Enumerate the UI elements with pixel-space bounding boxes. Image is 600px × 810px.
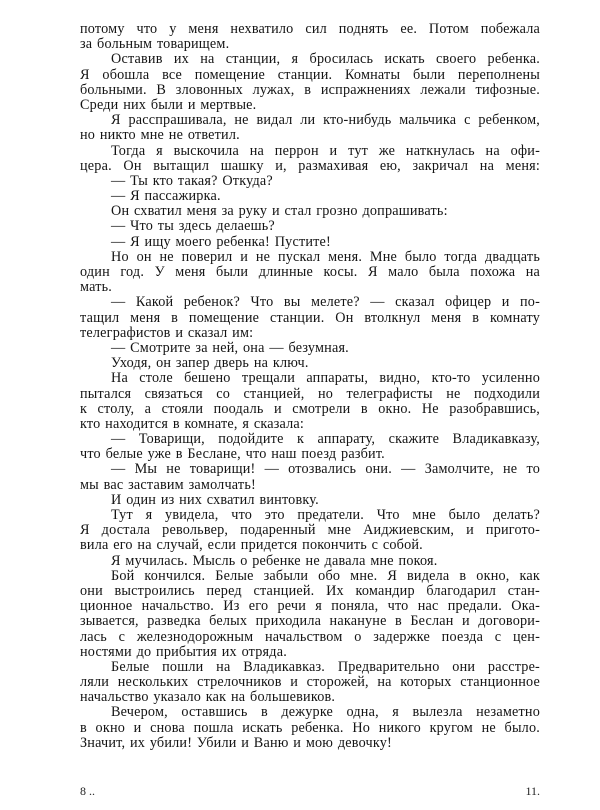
- text-line: потому что у меня нехватило сил поднять ее. Потом побежала: [80, 21, 540, 37]
- text-line: Я расспрашивала, не видал ли кто-нибудь мальчика с ребенком,: [111, 112, 540, 129]
- text-line: ностями до прибытия их отряда.: [80, 643, 287, 660]
- text-line: тащил меня в помещение станции. Он втолкнул меня в комнату: [80, 309, 540, 326]
- text-line: зывается, разведка белых приходила накануне в Беслан и договори-: [80, 613, 540, 630]
- text-line: Среди них были и мертвые.: [80, 96, 257, 113]
- text-line: Белые пошли на Владикавказ. Предварительно они расстре-: [111, 658, 540, 675]
- text-line: Я достала револьвер, подаренный мне Аиджиевским, и пригото-: [80, 522, 540, 539]
- text-line: телеграфистов и сказал им:: [80, 324, 254, 341]
- text-line: они выстроились перед станцией. Их командир благодарил стан-: [80, 582, 540, 599]
- text-line: один год. У меня были длинные косы. Я мало была похожа на: [80, 264, 540, 280]
- text-line: Но он не поверил и не пускал меня. Мне было тогда двадцать: [111, 248, 540, 265]
- text-line: пытался связаться со станцией, но телеграфисты не подходили: [80, 385, 540, 402]
- text-line: Оставив их на станции, я бросилась искать своего ребенка.: [111, 51, 540, 68]
- text-line: вила его на случай, если придется покончить с собой.: [80, 537, 423, 554]
- text-line: за больным товарищем.: [80, 36, 230, 53]
- text-line: — Я пассажирка.: [111, 188, 221, 205]
- text-line: Тут я увидела, что это предатели. Что мне было делать?: [111, 507, 540, 523]
- text-line: — Какой ребенок? Что вы мелете? — сказал офицер и по-: [111, 294, 540, 311]
- text-line: что белые уже в Беслане, что наш поезд разбит.: [80, 446, 385, 463]
- text-line: Он схватил меня за руку и стал грозно допрашивать:: [111, 203, 448, 220]
- text-line: Я обошла все помещение станции. Комнаты были переполнены: [80, 66, 540, 83]
- text-line: Бой кончился. Белые забыли обо мне. Я видела в окно, как: [111, 567, 540, 584]
- text-line: к столу, а стояли поодаль и смотрели в окно. Не разобравшись,: [80, 400, 540, 417]
- text-line: кто находится в комнате, я сказала:: [80, 415, 305, 432]
- text-line: Я мучилась. Мысль о ребенке не давала мне покоя.: [111, 552, 438, 569]
- text-line: И один из них схватил винтовку.: [111, 491, 319, 508]
- text-line: — Ты кто такая? Откуда?: [111, 172, 273, 189]
- text-line: — Я ищу моего ребенка! Пустите!: [111, 233, 331, 250]
- text-line: Уходя, он запер дверь на ключ.: [111, 355, 309, 372]
- text-line: но никто мне не ответил.: [80, 127, 240, 144]
- text-line: Вечером, оставшись в дежурке одна, я вылезла незаметно: [111, 704, 540, 721]
- text-line: ционное начальство. Из его речи я поняла, что нас предали. Ока-: [80, 598, 540, 615]
- text-line: начальство указало как на большевиков.: [80, 689, 336, 706]
- text-line: — Что ты здесь делаешь?: [111, 218, 275, 235]
- signature-mark: 8 ..: [80, 784, 95, 798]
- text-line: лась с железнодорожным начальством о задержке поезда с цен-: [80, 628, 540, 645]
- text-line: ляли нескольких стрелочников и сторожей, на которых станционное: [80, 674, 540, 691]
- text-line: — Мы не товарищи! — отозвались они. — Замолчите, не то: [111, 461, 540, 478]
- text-line: мы вас заставим замолчать!: [80, 476, 256, 493]
- text-line: больными. В зловонных лужах, в испражнениях лежали тифозные.: [80, 81, 540, 98]
- text-line: в окно и снова пошла искать ребенка. Но никого кругом не было.: [80, 719, 540, 736]
- text-line: мать.: [80, 279, 113, 296]
- page-number: 11.: [525, 784, 540, 798]
- text-line: Значит, их убили! Убили и Ваню и мою девочку!: [80, 734, 392, 751]
- text-line: — Смотрите за ней, она — безумная.: [111, 339, 349, 356]
- text-line: — Товарищи, подойдите к аппарату, скажите Владикавказу,: [111, 431, 540, 448]
- text-line: На столе бешено трещали аппараты, видно, кто-то усиленно: [111, 370, 540, 387]
- text-line: Тогда я выскочила на перрон и тут же наткнулась на офи-: [111, 142, 540, 159]
- text-line: цера. Он вытащил шашку и, размахивая ею, закричал на меня:: [80, 157, 540, 174]
- page-text: [80, 22, 540, 751]
